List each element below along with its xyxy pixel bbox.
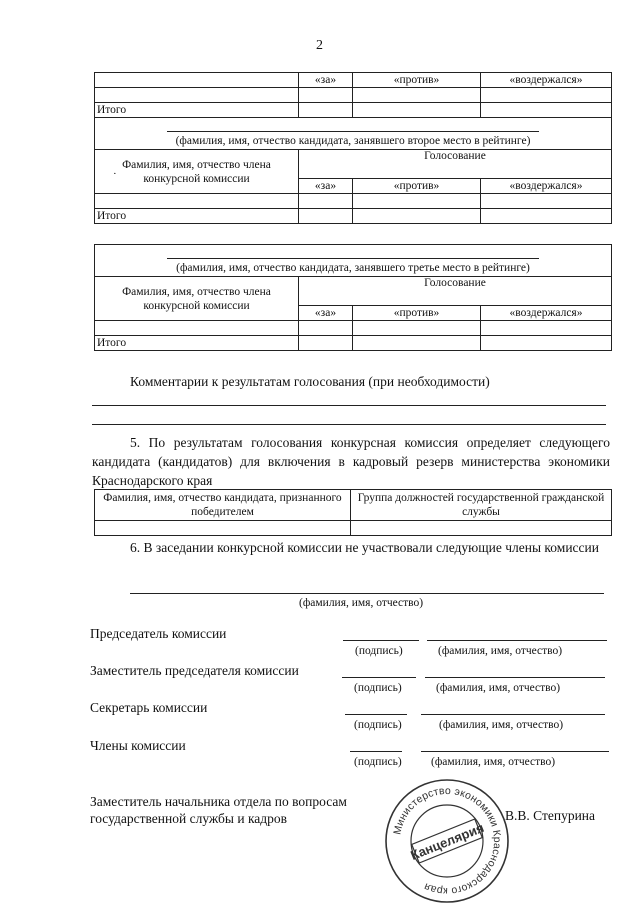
deputy-name-line[interactable] [425, 677, 605, 678]
table-cell[interactable] [353, 103, 481, 118]
voting-header: Голосование [299, 277, 612, 306]
members-label: Члены комиссии [90, 738, 186, 753]
vote-for-header: «за» [299, 179, 353, 194]
member-header-text: Фамилия, имя, отчество члена конкурсной комиссии [122, 158, 271, 185]
table-row [95, 118, 612, 150]
absent-members-caption: (фамилия, имя, отчество) [299, 597, 424, 609]
table-cell[interactable] [299, 321, 353, 336]
chairman-signature-line[interactable] [343, 640, 419, 641]
members-signature-line[interactable] [350, 751, 402, 752]
stamp-seal [384, 778, 510, 904]
table-cell[interactable] [353, 321, 481, 336]
winner-table [94, 489, 612, 536]
table-row [95, 277, 612, 306]
chairman-name-caption: (фамилия, имя, отчество) [438, 645, 563, 657]
candidate-name-line[interactable] [167, 252, 539, 259]
members-name-line[interactable] [421, 751, 609, 752]
stamp-center-text: Канцелярия [408, 819, 487, 863]
deputy-sign-caption: (подпись) [354, 682, 402, 694]
member-header-text: Фамилия, имя, отчество члена конкурсной комиссии [122, 285, 271, 312]
secretary-sign-caption: (подпись) [354, 719, 402, 731]
vote-against-header: «против» [353, 73, 481, 88]
table-cell[interactable] [353, 209, 481, 224]
deputy-signature-line[interactable] [342, 677, 416, 678]
members-name-caption: (фамилия, имя, отчество) [431, 756, 556, 768]
second-candidate-caption: (фамилия, имя, отчество кандидата, занявшего второе место в рейтинге) [175, 135, 531, 147]
voting-table-third [94, 244, 612, 351]
table-row [95, 209, 612, 224]
total-label: Итого [95, 103, 299, 118]
stray-dot: · [113, 168, 117, 180]
table-cell[interactable] [299, 88, 353, 103]
table-cell[interactable] [95, 73, 299, 88]
secretary-signature-line[interactable] [345, 714, 407, 715]
winner-name-header: Фамилия, имя, отчество кандидата, признанного победителем [95, 490, 351, 521]
total-label: Итого [95, 336, 299, 351]
table-row [95, 150, 612, 179]
table-row [95, 336, 612, 351]
table-cell[interactable] [481, 209, 612, 224]
table-row [95, 521, 612, 536]
section-6-text: 6. В заседании конкурсной комиссии не участвовали следующие члены комиссии [130, 540, 599, 555]
table-cell[interactable] [299, 103, 353, 118]
table-cell[interactable] [481, 321, 612, 336]
chairman-name-line[interactable] [427, 640, 607, 641]
table-row [95, 88, 612, 103]
candidate-name-cell[interactable] [95, 118, 612, 150]
position-title-line2: государственной службы и кадров [90, 811, 288, 826]
deputy-chairman-label: Заместитель председателя комиссии [90, 663, 299, 678]
comments-label: Комментарии к результатам голосования (при необходимости) [130, 374, 490, 389]
table-row [95, 321, 612, 336]
vote-abstain-header: «воздержался» [481, 306, 612, 321]
table-row [95, 73, 612, 88]
voting-table-first-second [94, 72, 612, 224]
table-cell[interactable] [353, 336, 481, 351]
table-row [95, 490, 612, 521]
table-cell[interactable] [481, 194, 612, 209]
member-header [95, 150, 299, 194]
table-cell[interactable] [481, 103, 612, 118]
voting-header: Голосование [299, 150, 612, 179]
vote-for-header: «за» [299, 73, 353, 88]
table-cell[interactable] [353, 194, 481, 209]
table-cell[interactable] [299, 194, 353, 209]
table-cell[interactable] [351, 521, 612, 536]
table-cell[interactable] [299, 209, 353, 224]
third-candidate-caption: (фамилия, имя, отчество кандидата, занявшего третье место в рейтинге) [176, 262, 530, 274]
signatory-name: В.В. Степурина [505, 808, 596, 823]
position-group-header: Группа должностей государственной гражданской службы [351, 490, 612, 521]
table-cell[interactable] [481, 88, 612, 103]
table-row [95, 103, 612, 118]
secretary-label: Секретарь комиссии [90, 700, 208, 715]
candidate-name-cell[interactable] [95, 245, 612, 277]
table-cell[interactable] [95, 321, 299, 336]
secretary-name-caption: (фамилия, имя, отчество) [439, 719, 564, 731]
vote-for-header: «за» [299, 306, 353, 321]
stamp-ring-text: Министерство экономики Краснодарского края [391, 784, 504, 898]
page-number: 2 [316, 38, 323, 53]
chairman-label: Председатель комиссии [90, 626, 227, 641]
members-sign-caption: (подпись) [354, 756, 402, 768]
chairman-sign-caption: (подпись) [355, 645, 403, 657]
secretary-name-line[interactable] [421, 714, 605, 715]
absent-members-line[interactable] [130, 593, 604, 594]
comments-line[interactable] [92, 424, 606, 425]
table-cell[interactable] [95, 521, 351, 536]
vote-against-header: «против» [353, 306, 481, 321]
table-cell[interactable] [299, 336, 353, 351]
table-cell[interactable] [95, 88, 299, 103]
table-cell[interactable] [95, 194, 299, 209]
member-header [95, 277, 299, 321]
total-label: Итого [95, 209, 299, 224]
table-row [95, 245, 612, 277]
deputy-name-caption: (фамилия, имя, отчество) [436, 682, 561, 694]
position-title-line1: Заместитель начальника отдела по вопросам [90, 794, 347, 809]
table-row [95, 194, 612, 209]
vote-against-header: «против» [353, 179, 481, 194]
vote-abstain-header: «воздержался» [481, 73, 612, 88]
section-5-text: 5. По результатам голосования конкурсная комиссия определяет следующего кандидата (кандидатов) для включения в кадровый резерв министерства экономики Краснодарского края [92, 435, 610, 488]
comments-line[interactable] [92, 405, 606, 406]
vote-abstain-header: «воздержался» [481, 179, 612, 194]
table-cell[interactable] [353, 88, 481, 103]
table-cell[interactable] [481, 336, 612, 351]
candidate-name-line[interactable] [167, 125, 539, 132]
